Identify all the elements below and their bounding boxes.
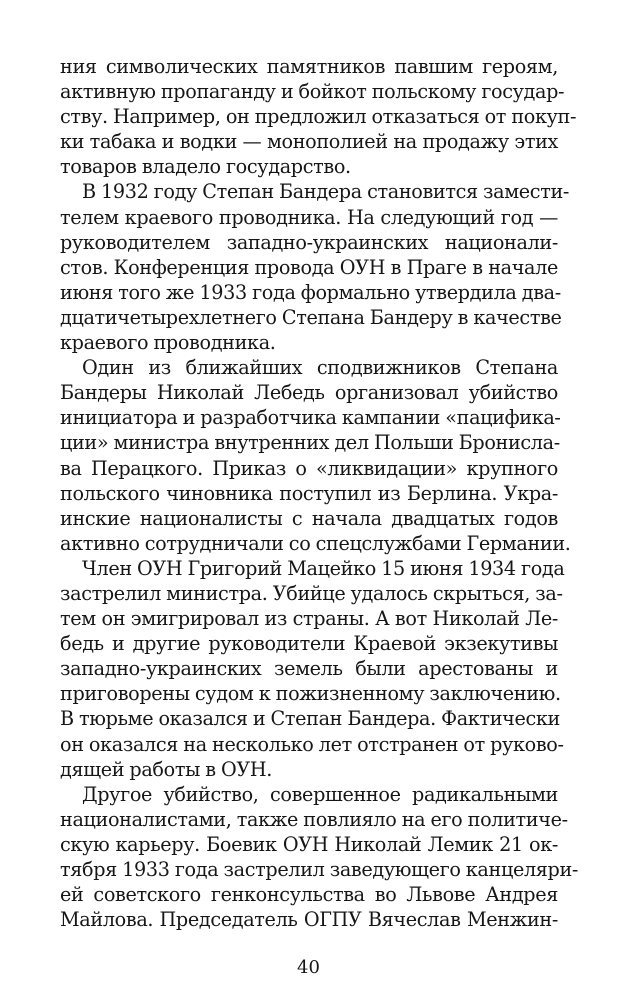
paragraph-5 [60, 782, 579, 933]
text-line: скую карьеру. Боевик ОУН Николай Лемик 21 ок- [60, 832, 558, 856]
body-text [60, 54, 579, 932]
text-line: инские националисты с начала двадцатых годов [60, 506, 558, 530]
text-line: Другое убийство, совершенное радикальными [82, 782, 558, 806]
text-line: ки табака и водки — монополией на продажу этих [60, 130, 558, 154]
text-line: Один из ближайших сподвижников Степана [82, 356, 558, 380]
text-line: активно сотрудничали со спецслужбами Германии. [60, 531, 571, 555]
text-line: руководителем западно-украинских национали- [60, 230, 558, 254]
text-line: дящей работы в ОУН. [60, 757, 272, 781]
text-line: бедь и другие руководители Краевой экзекутивы [60, 632, 558, 656]
text-line: он оказался на несколько лет отстранен от руково- [60, 732, 564, 756]
text-line: стов. Конференция провода ОУН в Праге в начале [60, 255, 558, 279]
text-line: Член ОУН Григорий Мацейко 15 июня 1934 года [82, 556, 565, 580]
text-line: тября 1933 года застрелил заведующего канцеляри- [60, 858, 579, 881]
text-line: краевого проводника. [60, 331, 276, 355]
text-line: ва Перацкого. Приказ о «ликвидации» крупного [60, 456, 558, 480]
text-line: ей советского генконсульства во Львове Андрея [60, 883, 558, 907]
text-line: В 1932 году Степан Бандера становится замести- [82, 180, 570, 204]
text-line: инициатора и разработчика кампании «пацифика- [60, 406, 561, 430]
text-line: дцатичетырехлетнего Степана Бандеру в качестве [60, 305, 562, 329]
paragraph-3 [60, 355, 571, 556]
text-line: западно-украинских земель были арестованы и [60, 657, 558, 681]
text-line: телем краевого проводника. На следующий год — [60, 205, 558, 229]
text-line: Бандеры Николай Лебедь организовал убийство [60, 381, 558, 405]
text-line: активную пропаганду и бойкот польскому государ- [60, 80, 565, 104]
text-line: ству. Например, он предложил отказаться от покуп- [60, 105, 577, 129]
text-line: ции» министра внутренних дел Польши Бронисла- [60, 431, 560, 455]
paragraph-4 [60, 556, 565, 782]
text-line: застрелил министра. Убийце удалось скрыться, за- [60, 581, 563, 605]
text-line: В тюрьме оказался и Степан Бандера. Фактически [60, 707, 560, 731]
text-line: товаров владело государство. [60, 155, 351, 179]
page-number: 40 [297, 957, 320, 978]
text-line: тем он эмигрировал из страны. А вот Николай Ле- [60, 607, 558, 631]
text-line: Майлова. Председатель ОГПУ Вячеслав Менжин- [60, 908, 558, 932]
paragraph-2 [60, 179, 570, 355]
text-line: польского чиновника поступил из Берлина. Укра- [60, 481, 558, 505]
text-line: июня того же 1933 года формально утвердила два- [60, 280, 561, 304]
text-line: приговорены судом к пожизненному заключению. [60, 682, 561, 706]
paragraph-1 [60, 54, 577, 179]
text-line: националистами, также повлияло на его политиче- [60, 807, 568, 831]
text-line: ния символических памятников павшим героям, [60, 55, 558, 78]
